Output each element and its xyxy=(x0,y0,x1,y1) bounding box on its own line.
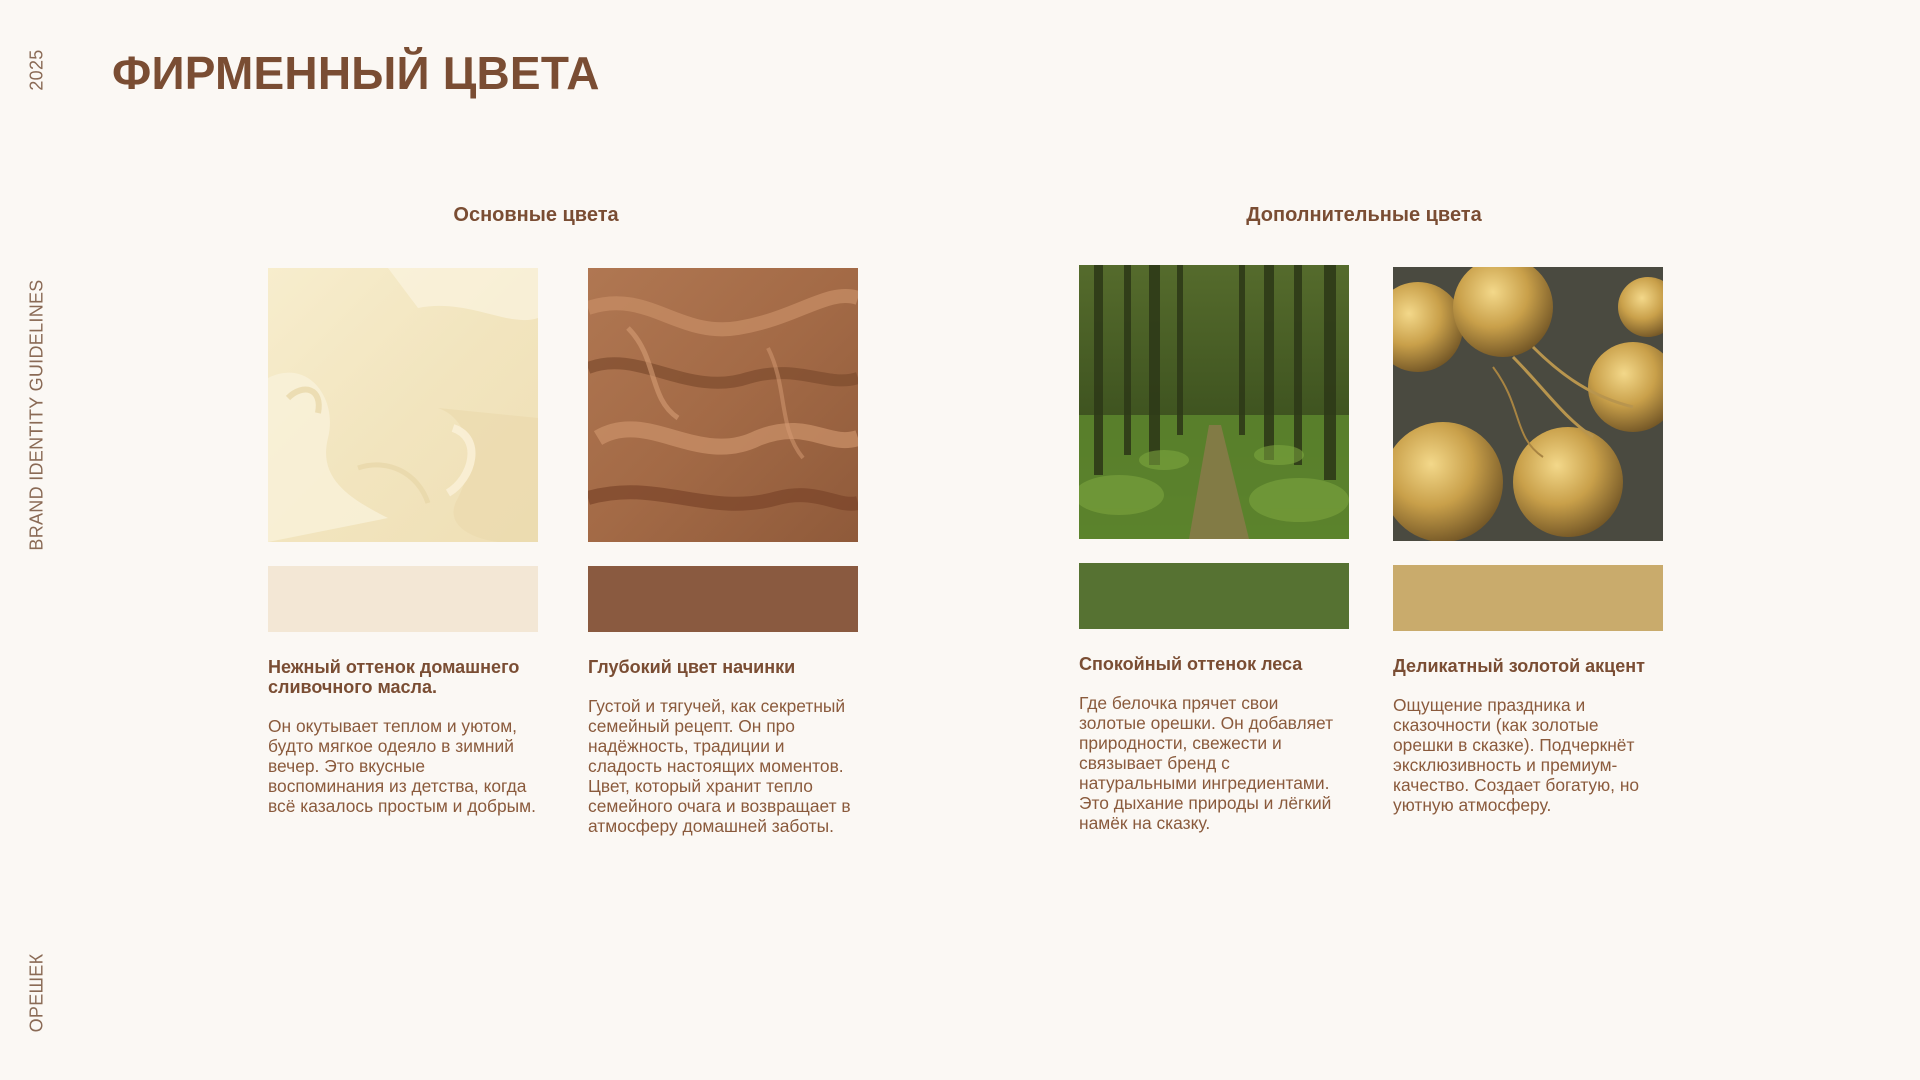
forest-color-heading: Спокойный оттенок леса xyxy=(1079,654,1303,674)
secondary-colors-title: Дополнительные цвета xyxy=(1246,204,1482,226)
gold-color-swatch xyxy=(1393,565,1663,631)
cream-color-heading: Нежный оттенок домашнего сливочного масла. xyxy=(268,657,520,697)
primary-colors-title: Основные цвета xyxy=(453,204,619,226)
forest-color-description: Где белочка прячет свои золотые орешки. Он добавляет природности, свежести и связывает бренд с натуральными ингредиентами. Это дыхание природы и лёгкий намёк на сказку. xyxy=(1079,693,1334,833)
cream-color-description: Он окутывает теплом и уютом, будто мягкое одеяло в зимний вечер. Это вкусные воспоминания из детства, когда всё казалось простым и добрым. xyxy=(268,716,536,816)
chocolate-color-heading: Глубокий цвет начинки xyxy=(588,657,796,677)
forest-color-swatch xyxy=(1079,563,1349,629)
golden-walnuts-photo-icon xyxy=(1393,267,1663,541)
forest-path-photo-icon xyxy=(1079,265,1349,539)
side-guidelines-label: BRAND IDENTITY GUIDELINES xyxy=(26,279,47,551)
side-year-label: 2025 xyxy=(26,49,47,91)
page-title: ФИРМЕННЫЙ ЦВЕТА xyxy=(112,47,600,99)
chocolate-color-swatch xyxy=(588,566,858,632)
gold-color-heading: Деликатный золотой акцент xyxy=(1393,656,1645,676)
cream-color-swatch xyxy=(268,566,538,632)
color-card-cream xyxy=(268,268,538,816)
color-card-forest xyxy=(1079,265,1349,833)
chocolate-color-description: Густой и тягучей, как секретный семейный рецепт. Он про надёжность, традиции и сладость настоящих моментов. Цвет, который хранит тепло семейного очага и возвращает в атмосферу домашней заботы. xyxy=(588,696,851,836)
side-brand-label: ОРЕШЕК xyxy=(26,953,47,1033)
gold-color-description: Ощущение праздника и сказочности (как золотые орешки в сказке). Подчеркнёт эксклюзивность и премиум-качество. Создает богатую, но уютную атмосферу. xyxy=(1393,695,1640,815)
chocolate-filling-texture-icon xyxy=(588,268,858,542)
cream-butter-texture-icon xyxy=(268,268,538,542)
color-card-chocolate xyxy=(588,268,858,836)
color-card-gold xyxy=(1393,267,1663,815)
